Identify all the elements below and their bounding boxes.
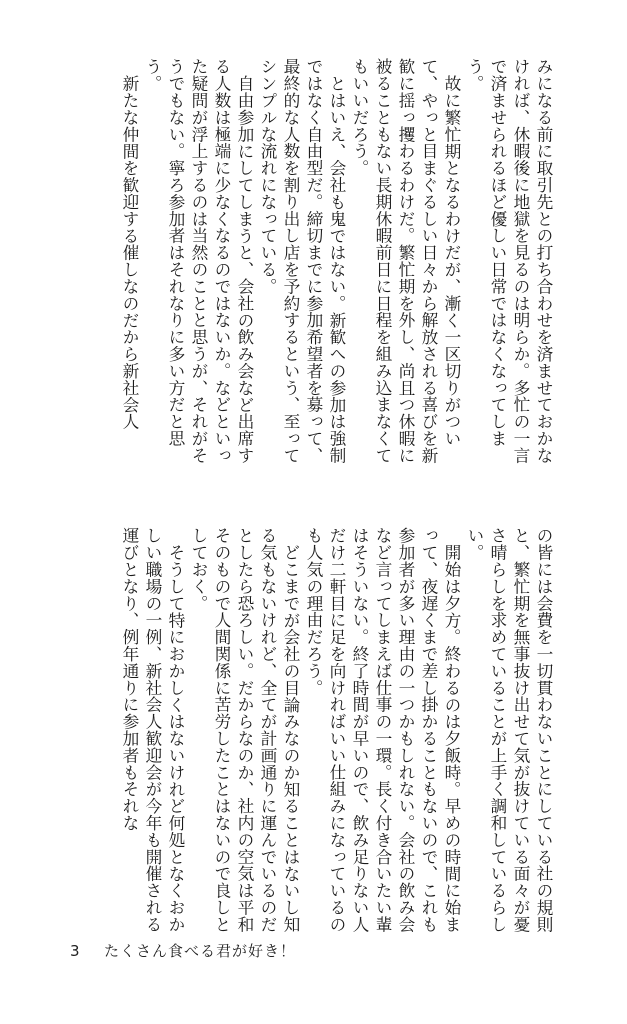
page-footer	[70, 940, 296, 961]
paragraph: どこまでが会社の目論みなのか知ることはないし知る気もないけれど、全てが計画通りに運んでいるのだとしたら恐ろしい。だからなのか、社内の空気は平和そのもので人間関係に苦労したことはないので良しとしておく。	[189, 527, 301, 933]
book-title: たくさん食べる君が好き！	[104, 942, 297, 960]
text-block-upper	[95, 58, 555, 476]
page-number: 3	[70, 942, 81, 960]
paragraph: 自由参加にしてしまうと、会社の飲み会など出席する人数は極端に少なくなるのではないか。などといった疑問が浮上するのは当然のことと思うが、それがそうでもない。寧ろ参加者はそれなりに多い方だと思う。	[143, 58, 255, 464]
paragraph: 新たな仲間を歓迎する催しなのだから新社会人	[120, 74, 140, 430]
text-block-lower	[95, 527, 555, 945]
paragraph: そうして特におかしくはないけれど何処となくおかしい職場の一例、新社会人歓迎会が今年も開催される運びとなり、例年通りに参加者もそれな	[120, 527, 186, 933]
paragraph: 故に繁忙期となるわけだが、漸く一区切りがついて、やっと目まぐるしい日々から解放される喜びを新歓に揺っ攫わるわけだ。繁忙期を外し、尚且つ休暇に被ることもない長期休暇前日に日程を組み込まなくてもいいだろう。	[350, 58, 462, 464]
paragraph: みになる前に取引先との打ち合わせを済ませておかなければ、休暇後に地獄を見るのは明らか。多忙の一言で済ませられるほど優しい日常ではなくなってしまう。	[465, 58, 554, 464]
paragraph: 開始は夕方。終わるのは夕飯時。早めの時間に始まって、夜遅くまで差し掛かることもないので、これも参加者が多い理由の一つかもしれない。会社の飲み会など言ってしまえば仕事の一環。長く付き合いたい輩はそういない。終了時間が早いので、飲み足りない人だけ二軒目に足を向ければいい仕組みになっているのも人気の理由だろう。	[304, 527, 462, 933]
paragraph: の皆には会費を一切貫わないことにしている社の規則と、繁忙期を無事抜け出せて気が抜けている面々が憂さ晴らしを求めていることが上手く調和しているらしい。	[465, 527, 554, 933]
paragraph: とはいえ、会社も鬼ではない。新歓への参加は強制ではなく自由型だ。締切までに参加希望者を募って、最終的な人数を割り出し店を予約するという、至ってシンプルな流れになっている。	[258, 58, 347, 464]
